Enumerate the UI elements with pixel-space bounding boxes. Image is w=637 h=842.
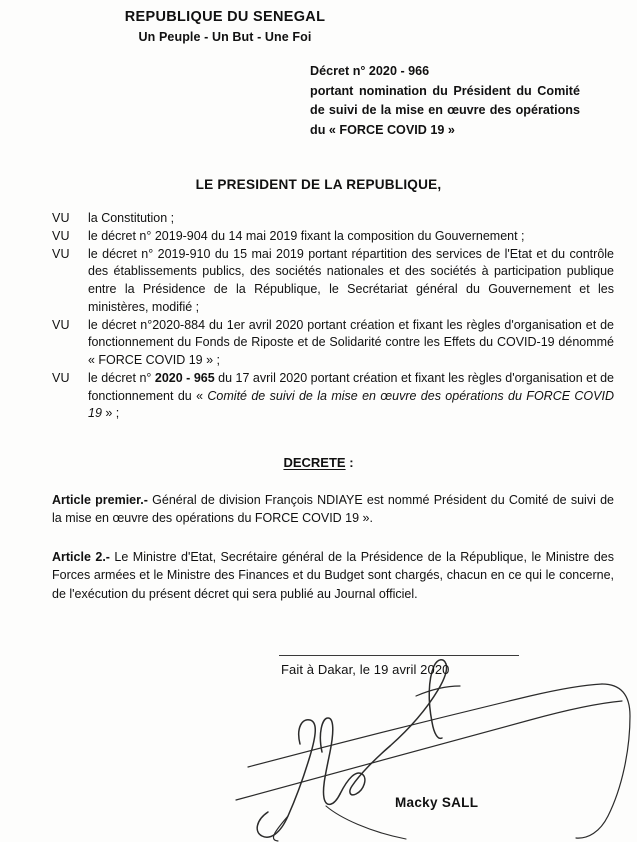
republic-header — [0, 8, 450, 45]
vu-label: VU — [52, 246, 70, 261]
vu-clause-decree-number: 2020 - 965 — [154, 370, 215, 385]
vu-clause-decret-2020-884 — [52, 317, 614, 370]
article-premier-body: Général de division François NDIAYE est nommé Président du Comité de suivi de la mise en œuvre des opérations du FORCE COVID 19 ». — [52, 493, 614, 526]
article-premier-lead: Article premier.- — [52, 493, 148, 507]
vu-clause-suffix: » ; — [101, 406, 120, 421]
signature-block — [275, 655, 575, 810]
vu-label: VU — [52, 317, 70, 332]
decrete-word: DECRETE — [283, 455, 346, 470]
vu-clause-decret-2020-965 — [52, 370, 614, 423]
vu-label: VU — [52, 211, 70, 225]
vu-clause-decret-2019-904 — [52, 228, 614, 246]
article-2 — [52, 548, 614, 603]
decree-number: Décret n° 2020 - 966 — [310, 64, 430, 78]
vu-label: VU — [52, 370, 70, 385]
signature-rule — [279, 655, 519, 656]
vu-clause-text — [88, 370, 614, 423]
president-heading: LE PRESIDENT DE LA REPUBLIQUE, — [195, 177, 442, 192]
article-2-lead: Article 2.- — [52, 550, 110, 564]
vu-clause-list — [52, 210, 614, 423]
vu-clause-text: le décret n° 2019-904 du 14 mai 2019 fixant la composition du Gouvernement ; — [88, 228, 525, 243]
vu-clause-text: le décret n° 2019-910 du 15 mai 2019 portant répartition des services de l'Etat et du contrôle des établissements publics, des sociétés nationales et des sociétés à participation publique entre la Présidence de la République, le Secrétariat général du Gouvernement et les ministères, modifié ; — [88, 246, 614, 314]
signatory-name: Macky SALL — [395, 795, 479, 810]
vu-label: VU — [52, 228, 70, 243]
signature-place-date: Fait à Dakar, le 19 avril 2020 — [281, 662, 450, 677]
vu-clause-middle: du 17 avril 2020 portant création et fixant les règles d'organisation et de fonctionnement du « — [88, 370, 614, 403]
vu-clause-italic-title: Comité de suivi de la mise en œuvre des opérations du FORCE COVID 19 — [88, 388, 614, 421]
vu-clause-constitution — [52, 210, 614, 228]
republic-motto: Un Peuple - Un But - Une Foi — [138, 29, 312, 44]
decree-subject: portant nomination du Président du Comité de suivi de la mise en œuvre des opérations du « FORCE COVID 19 » — [310, 83, 580, 137]
republic-title: REPUBLIQUE DU SENEGAL — [124, 9, 326, 25]
article-premier — [52, 491, 614, 528]
article-2-body: Le Ministre d'Etat, Secrétaire général de la Présidence de la République, le Ministre des Forces armées et le Ministre des Finances et du Budget sont chargés, chacun en ce qui le concerne, de l'exécution du présent décret qui sera publié au Journal officiel. — [52, 550, 615, 601]
vu-clause-prefix: le décret n° — [88, 370, 155, 385]
vu-clause-decret-2019-910 — [52, 246, 614, 317]
vu-clause-text: la Constitution ; — [88, 211, 175, 225]
decrete-colon: : — [345, 455, 354, 470]
vu-clause-text: le décret n°2020-884 du 1er avril 2020 portant création et fixant les règles d'organisation et de fonctionnement du Fonds de Riposte et de Solidarité contre les Effets du COVID-19 dénommé « FORCE COVID 19 » ; — [88, 317, 614, 367]
decree-title-block — [310, 62, 580, 140]
decrete-heading — [0, 455, 637, 470]
